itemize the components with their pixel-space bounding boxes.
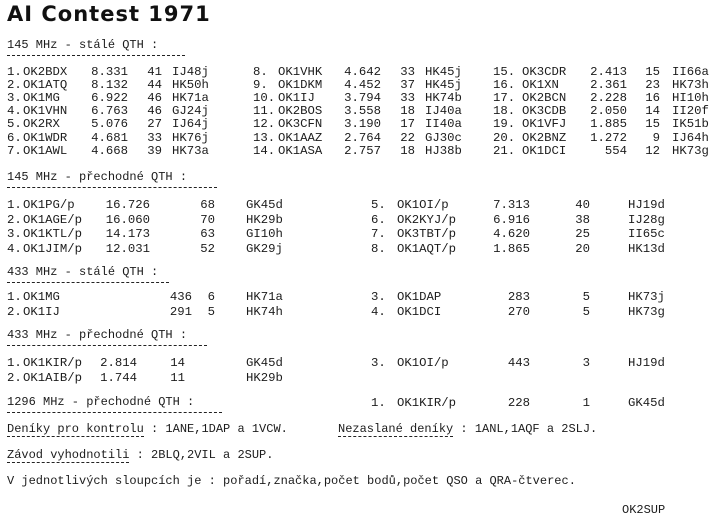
entry-rank: 3. (7, 91, 22, 106)
entry-points: 4.642 (344, 65, 381, 79)
logs-missing-label: Nezaslané deníky (338, 422, 454, 436)
entry-qso-count: 5 (207, 304, 215, 319)
entry-points: 436 (169, 290, 192, 304)
entry-qra-locator: II65c (628, 227, 665, 241)
entry-callsign: OK1IJ (23, 304, 60, 319)
entry-callsign: OK1PG/p (23, 198, 75, 212)
entry-qra-locator: HK50h (172, 78, 209, 93)
logs-missing-line (338, 422, 597, 436)
entry-points: 3.558 (344, 104, 381, 119)
signature: OK2SUP (622, 503, 666, 517)
entry-rank: 4. (7, 104, 22, 119)
entry-qso-count: 33 (400, 65, 415, 79)
heading-underline (7, 345, 207, 346)
entry-callsign: OK2KYJ/p (397, 212, 457, 227)
entry-callsign: OK1DAP (397, 290, 442, 304)
entry-qra-locator: HJ19d (628, 356, 665, 370)
entry-qra-locator: II20f (672, 104, 709, 119)
entry-qra-locator: HK13d (628, 241, 665, 256)
entry-qra-locator: HK73g (672, 143, 709, 158)
entry-qra-locator: II40a (425, 117, 462, 132)
entry-qso-count: 16 (645, 91, 660, 106)
entry-rank: 12. (253, 117, 276, 132)
entry-rank: 2. (7, 370, 22, 385)
entry-callsign: OK2BCN (522, 91, 567, 106)
entry-qra-locator: IJ28g (628, 212, 665, 227)
entry-rank: 17. (493, 91, 516, 106)
entry-callsign: OK1AAZ (278, 130, 323, 145)
entry-qso-count: 5 (582, 290, 590, 304)
entry-points: 270 (507, 304, 530, 319)
entry-callsign: OK1JIM/p (23, 241, 83, 256)
logs-for-check-label: Deníky pro kontrolu (7, 422, 144, 436)
entry-qra-locator: II66a (672, 65, 709, 79)
entry-qra-locator: GK45d (246, 198, 283, 212)
entry-qso-count: 70 (200, 212, 215, 227)
entry-callsign: OK2BOS (278, 104, 323, 119)
entry-qra-locator: HK74b (425, 91, 462, 106)
entry-qso-count: 39 (147, 143, 162, 158)
entry-points: 16.726 (105, 198, 150, 212)
entry-rank: 1. (371, 396, 386, 410)
entry-rank: 1. (7, 65, 22, 79)
entry-qso-count: 33 (147, 130, 162, 145)
entry-points: 1.744 (100, 370, 137, 385)
section-heading-145-portable: 145 MHz - přechodné QTH : (7, 170, 188, 184)
entry-points: 5.076 (91, 117, 128, 132)
entry-rank: 1. (7, 198, 22, 212)
heading-underline (7, 412, 222, 413)
entry-points: 1.885 (590, 117, 627, 132)
entry-qso-count: 1 (582, 396, 590, 410)
entry-points: 2.413 (590, 65, 627, 79)
entry-rank: 18. (493, 104, 516, 119)
entry-callsign: OK1KIR/p (397, 396, 457, 410)
entry-points: 2.757 (344, 143, 381, 158)
entry-qso-count: 41 (147, 65, 162, 79)
entry-qra-locator: IJ48j (172, 65, 209, 79)
entry-rank: 10. (253, 91, 276, 106)
entry-callsign: OK1MG (23, 290, 60, 304)
entry-rank: 4. (7, 241, 22, 256)
entry-points: 16.060 (105, 212, 150, 227)
entry-callsign: OK1VHN (23, 104, 68, 119)
entry-rank: 5. (7, 117, 22, 132)
entry-qso-count: 52 (200, 241, 215, 256)
entry-rank: 1. (7, 356, 22, 370)
entry-qra-locator: IJ40a (425, 104, 462, 119)
entry-qra-locator: HK71a (246, 290, 283, 304)
entry-points: 443 (507, 356, 530, 370)
entry-callsign: OK1VFJ (522, 117, 567, 132)
evaluated-by-label: Závod vyhodnotili (7, 448, 130, 462)
entry-qso-count: 27 (147, 117, 162, 132)
entry-points: 291 (169, 304, 192, 319)
entry-qso-count: 44 (147, 78, 162, 93)
entry-points: 4.681 (91, 130, 128, 145)
heading-underline (7, 187, 217, 188)
entry-rank: 13. (253, 130, 276, 145)
entry-callsign: OK1AWL (23, 143, 68, 158)
entry-qra-locator: HK45j (425, 78, 462, 93)
entry-qso-count: 18 (400, 104, 415, 119)
entry-qra-locator: HK73h (672, 78, 709, 93)
entry-qra-locator: HK29b (246, 370, 283, 385)
entry-qso-count: 33 (400, 91, 415, 106)
entry-qso-count: 22 (400, 130, 415, 145)
entry-callsign: OK1AQT/p (397, 241, 457, 256)
entry-qso-count: 18 (400, 143, 415, 158)
page-title: AI Contest 1971 (7, 2, 211, 26)
entry-callsign: OK1XN (522, 78, 559, 93)
entry-points: 12.031 (105, 241, 150, 256)
entry-callsign: OK3TBT/p (397, 227, 457, 241)
heading-underline (7, 282, 169, 283)
entry-callsign: OK3CFN (278, 117, 323, 132)
entry-rank: 1. (7, 290, 22, 304)
entry-qso-count: 20 (575, 241, 590, 256)
entry-qra-locator: IJ64j (172, 117, 209, 132)
entry-qso-count: 46 (147, 91, 162, 106)
entry-rank: 3. (371, 290, 386, 304)
entry-qra-locator: HK74h (246, 304, 283, 319)
entry-callsign: OK3CDB (522, 104, 567, 119)
entry-points: 4.620 (493, 227, 530, 241)
entry-rank: 20. (493, 130, 516, 145)
entry-callsign: OK1WDR (23, 130, 68, 145)
entry-points: 1.865 (493, 241, 530, 256)
entry-qso-count: 5 (582, 304, 590, 319)
entry-points: 8.132 (91, 78, 128, 93)
entry-callsign: OK2BDX (23, 65, 68, 79)
entry-points: 2.764 (344, 130, 381, 145)
entry-points: 4.668 (91, 143, 128, 158)
entry-callsign: OK2RX (23, 117, 60, 132)
entry-rank: 6. (371, 212, 386, 227)
entry-qso-count: 3 (582, 356, 590, 370)
entry-qso-count: 68 (200, 198, 215, 212)
entry-qra-locator: HK73a (172, 143, 209, 158)
entry-callsign: OK1AIB/p (23, 370, 83, 385)
entry-qra-locator: HI10h (672, 91, 709, 106)
entry-qra-locator: GK45d (246, 356, 283, 370)
entry-rank: 2. (7, 212, 22, 227)
entry-callsign: OK1KTL/p (23, 227, 83, 241)
entry-qso-count: 37 (400, 78, 415, 93)
entry-callsign: OK1MG (23, 91, 60, 106)
entry-rank: 2. (7, 304, 22, 319)
logs-for-check-line (7, 422, 288, 436)
entry-qso-count: 6 (207, 290, 215, 304)
evaluated-by-value: : 2BLQ,2VIL a 2SUP. (136, 448, 274, 462)
entry-callsign: OK1DCI (397, 304, 442, 319)
logs-missing-value: : 1ANL,1AQF a 2SLJ. (460, 422, 598, 436)
entry-qso-count: 11 (170, 370, 185, 385)
entry-qso-count: 14 (645, 104, 660, 119)
entry-points: 3.190 (344, 117, 381, 132)
entry-rank: 7. (7, 143, 22, 158)
heading-underline (7, 55, 185, 56)
section-heading-433-fixed: 433 MHz - stálé QTH : (7, 265, 159, 279)
logs-for-check-value: : 1ANE,1DAP a 1VCW. (151, 422, 288, 436)
entry-qso-count: 17 (400, 117, 415, 132)
entry-callsign: OK1IJ (278, 91, 315, 106)
entry-points: 3.794 (344, 91, 381, 106)
entry-rank: 16. (493, 78, 516, 93)
entry-rank: 14. (253, 143, 276, 158)
entry-rank: 5. (371, 198, 386, 212)
entry-qra-locator: HJ19d (628, 198, 665, 212)
entry-rank: 2. (7, 78, 22, 93)
section-heading-433-portable: 433 MHz - přechodné QTH : (7, 328, 188, 342)
entry-callsign: OK1OI/p (397, 356, 449, 370)
entry-points: 6.922 (91, 91, 128, 106)
entry-qra-locator: HK73g (628, 304, 665, 319)
entry-rank: 7. (371, 227, 386, 241)
entry-callsign: OK1AGE/p (23, 212, 83, 227)
entry-qso-count: 14 (170, 356, 185, 370)
entry-qra-locator: HK71a (172, 91, 209, 106)
entry-qra-locator: HJ38b (425, 143, 462, 158)
entry-rank: 19. (493, 117, 516, 132)
entry-rank: 4. (371, 304, 386, 319)
entry-qra-locator: HK45j (425, 65, 462, 79)
entry-rank: 3. (7, 227, 22, 241)
entry-qso-count: 38 (575, 212, 590, 227)
entry-qso-count: 15 (645, 65, 660, 79)
entry-points: 7.313 (493, 198, 530, 212)
entry-qso-count: 15 (645, 117, 660, 132)
column-legend: V jednotlivých sloupcích je : pořadí,značka,počet bodů,počet QSO a QRA-čtverec. (7, 474, 576, 488)
entry-points: 1.272 (590, 130, 627, 145)
entry-qra-locator: IK51b (672, 117, 709, 132)
entry-rank: 21. (493, 143, 516, 158)
entry-points: 8.331 (91, 65, 128, 79)
entry-callsign: OK1DKM (278, 78, 323, 93)
entry-rank: 9. (253, 78, 268, 93)
section-heading-1296-portable: 1296 MHz - přechodné QTH : (7, 395, 195, 409)
entry-rank: 11. (253, 104, 276, 119)
entry-rank: 8. (371, 241, 386, 256)
entry-callsign: OK3CDR (522, 65, 567, 79)
entry-rank: 15. (493, 65, 516, 79)
entry-rank: 8. (253, 65, 268, 79)
entry-qra-locator: HK29b (246, 212, 283, 227)
entry-qra-locator: GI10h (246, 227, 283, 241)
entry-points: 14.173 (105, 227, 150, 241)
entry-qso-count: 46 (147, 104, 162, 119)
entry-points: 2.050 (590, 104, 627, 119)
entry-callsign: OK2BNZ (522, 130, 567, 145)
entry-qra-locator: GK45d (628, 396, 665, 410)
entry-rank: 3. (371, 356, 386, 370)
section-heading-145-fixed: 145 MHz - stálé QTH : (7, 38, 159, 52)
entry-points: 283 (507, 290, 530, 304)
entry-callsign: OK1ATQ (23, 78, 68, 93)
entry-qra-locator: GJ24j (172, 104, 209, 119)
entry-points: 554 (604, 143, 627, 158)
entry-qso-count: 23 (645, 78, 660, 93)
entry-qso-count: 63 (200, 227, 215, 241)
entry-qso-count: 40 (575, 198, 590, 212)
entry-qra-locator: HK73j (628, 290, 665, 304)
entry-qra-locator: GK29j (246, 241, 283, 256)
entry-qso-count: 25 (575, 227, 590, 241)
entry-points: 2.361 (590, 78, 627, 93)
entry-points: 228 (507, 396, 530, 410)
entry-points: 2.814 (100, 356, 137, 370)
entry-callsign: OK1KIR/p (23, 356, 83, 370)
entry-points: 6.916 (493, 212, 530, 227)
entry-callsign: OK1ASA (278, 143, 323, 158)
entry-qso-count: 9 (652, 130, 660, 145)
entry-rank: 6. (7, 130, 22, 145)
entry-qso-count: 12 (645, 143, 660, 158)
entry-qra-locator: IJ64h (672, 130, 709, 145)
entry-qra-locator: GJ30c (425, 130, 462, 145)
entry-points: 6.763 (91, 104, 128, 119)
entry-callsign: OK1DCI (522, 143, 567, 158)
entry-qra-locator: HK76j (172, 130, 209, 145)
entry-callsign: OK1OI/p (397, 198, 449, 212)
entry-callsign: OK1VHK (278, 65, 323, 79)
entry-points: 2.228 (590, 91, 627, 106)
evaluated-by-line (7, 448, 273, 462)
entry-points: 4.452 (344, 78, 381, 93)
